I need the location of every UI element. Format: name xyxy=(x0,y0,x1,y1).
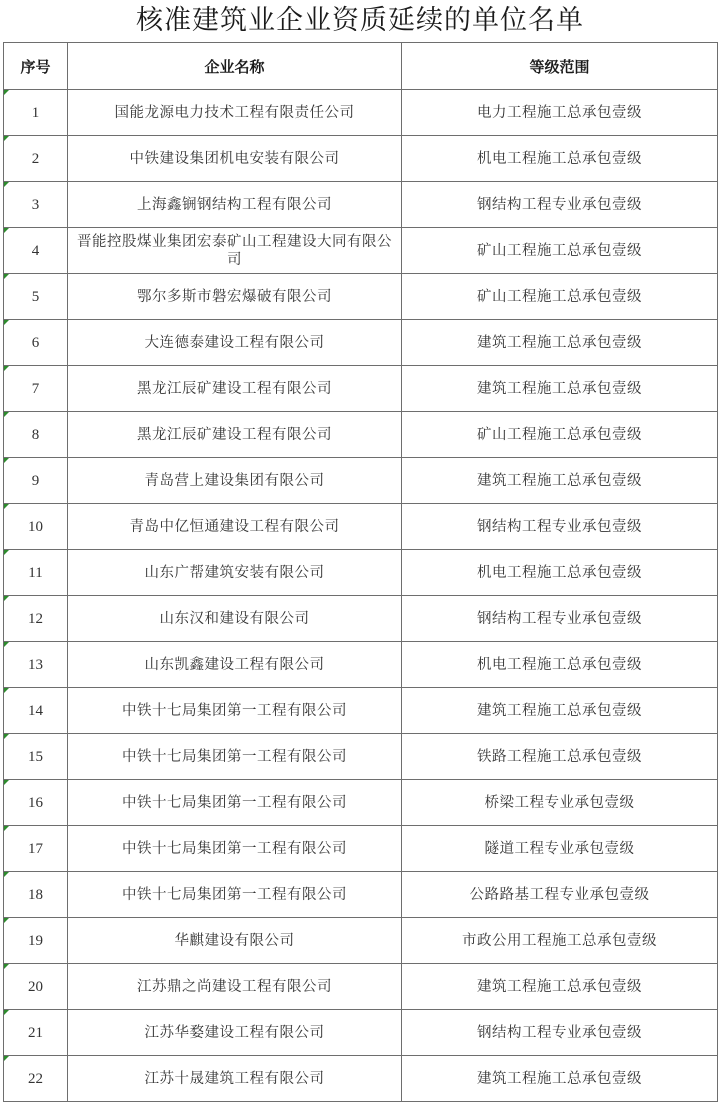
cell-serial-number: 12 xyxy=(4,596,68,642)
cell-serial-number: 15 xyxy=(4,734,68,780)
table-row xyxy=(4,412,718,458)
cell-company-name: 山东广帮建筑安装有限公司 xyxy=(68,550,402,596)
header-grade-scope: 等级范围 xyxy=(402,43,718,90)
table-row xyxy=(4,734,718,780)
cell-serial-number: 6 xyxy=(4,320,68,366)
cell-company-name: 江苏华婺建设工程有限公司 xyxy=(68,1010,402,1056)
cell-company-name: 国能龙源电力技术工程有限责任公司 xyxy=(68,90,402,136)
cell-company-name: 鄂尔多斯市磐宏爆破有限公司 xyxy=(68,274,402,320)
table-row xyxy=(4,596,718,642)
cell-company-name: 黑龙江辰矿建设工程有限公司 xyxy=(68,366,402,412)
cell-company-name: 大连德泰建设工程有限公司 xyxy=(68,320,402,366)
cell-grade-scope: 机电工程施工总承包壹级 xyxy=(402,550,718,596)
cell-company-name: 江苏鼎之尚建设工程有限公司 xyxy=(68,964,402,1010)
cell-grade-scope: 建筑工程施工总承包壹级 xyxy=(402,458,718,504)
cell-serial-number: 18 xyxy=(4,872,68,918)
cell-serial-number: 19 xyxy=(4,918,68,964)
cell-grade-scope: 钢结构工程专业承包壹级 xyxy=(402,504,718,550)
cell-grade-scope: 铁路工程施工总承包壹级 xyxy=(402,734,718,780)
table-row xyxy=(4,872,718,918)
table-row xyxy=(4,458,718,504)
cell-grade-scope: 电力工程施工总承包壹级 xyxy=(402,90,718,136)
cell-grade-scope: 钢结构工程专业承包壹级 xyxy=(402,596,718,642)
cell-company-name: 青岛营上建设集团有限公司 xyxy=(68,458,402,504)
cell-company-name: 江苏十晟建筑工程有限公司 xyxy=(68,1056,402,1102)
table-body xyxy=(4,90,718,1102)
cell-grade-scope: 建筑工程施工总承包壹级 xyxy=(402,366,718,412)
cell-company-name: 中铁建设集团机电安装有限公司 xyxy=(68,136,402,182)
cell-company-name: 中铁十七局集团第一工程有限公司 xyxy=(68,780,402,826)
cell-grade-scope: 矿山工程施工总承包壹级 xyxy=(402,412,718,458)
cell-grade-scope: 矿山工程施工总承包壹级 xyxy=(402,228,718,274)
cell-company-name: 中铁十七局集团第一工程有限公司 xyxy=(68,734,402,780)
cell-serial-number: 22 xyxy=(4,1056,68,1102)
cell-grade-scope: 桥梁工程专业承包壹级 xyxy=(402,780,718,826)
cell-serial-number: 16 xyxy=(4,780,68,826)
cell-company-name: 中铁十七局集团第一工程有限公司 xyxy=(68,826,402,872)
cell-grade-scope: 矿山工程施工总承包壹级 xyxy=(402,274,718,320)
page-title: 核准建筑业企业资质延续的单位名单 xyxy=(136,5,584,36)
header-serial-number: 序号 xyxy=(4,43,68,90)
table-row xyxy=(4,550,718,596)
cell-grade-scope: 建筑工程施工总承包壹级 xyxy=(402,964,718,1010)
cell-serial-number: 13 xyxy=(4,642,68,688)
table-row xyxy=(4,228,718,274)
company-list-table xyxy=(3,42,718,1102)
cell-serial-number: 14 xyxy=(4,688,68,734)
table-row xyxy=(4,274,718,320)
cell-grade-scope: 钢结构工程专业承包壹级 xyxy=(402,1010,718,1056)
table-row xyxy=(4,918,718,964)
cell-grade-scope: 市政公用工程施工总承包壹级 xyxy=(402,918,718,964)
cell-serial-number: 10 xyxy=(4,504,68,550)
table-row xyxy=(4,688,718,734)
cell-company-name: 上海鑫锎钢结构工程有限公司 xyxy=(68,182,402,228)
cell-company-name: 中铁十七局集团第一工程有限公司 xyxy=(68,872,402,918)
cell-company-name: 黑龙江辰矿建设工程有限公司 xyxy=(68,412,402,458)
cell-serial-number: 2 xyxy=(4,136,68,182)
table-row xyxy=(4,780,718,826)
cell-company-name: 山东凯鑫建设工程有限公司 xyxy=(68,642,402,688)
table-row xyxy=(4,182,718,228)
table-row xyxy=(4,1010,718,1056)
cell-serial-number: 5 xyxy=(4,274,68,320)
cell-grade-scope: 建筑工程施工总承包壹级 xyxy=(402,320,718,366)
table-row xyxy=(4,320,718,366)
cell-serial-number: 4 xyxy=(4,228,68,274)
cell-serial-number: 8 xyxy=(4,412,68,458)
table-row xyxy=(4,504,718,550)
cell-serial-number: 1 xyxy=(4,90,68,136)
cell-company-name: 青岛中亿恒通建设工程有限公司 xyxy=(68,504,402,550)
cell-company-name: 中铁十七局集团第一工程有限公司 xyxy=(68,688,402,734)
table-row xyxy=(4,1056,718,1102)
table-row xyxy=(4,826,718,872)
table-row xyxy=(4,136,718,182)
cell-company-name: 山东汉和建设有限公司 xyxy=(68,596,402,642)
table-row xyxy=(4,366,718,412)
cell-serial-number: 9 xyxy=(4,458,68,504)
cell-serial-number: 20 xyxy=(4,964,68,1010)
table-header-row xyxy=(4,43,718,90)
cell-serial-number: 21 xyxy=(4,1010,68,1056)
cell-grade-scope: 机电工程施工总承包壹级 xyxy=(402,136,718,182)
cell-company-name: 晋能控股煤业集团宏泰矿山工程建设大同有限公司 xyxy=(68,228,402,274)
cell-grade-scope: 建筑工程施工总承包壹级 xyxy=(402,688,718,734)
cell-company-name: 华麒建设有限公司 xyxy=(68,918,402,964)
cell-grade-scope: 隧道工程专业承包壹级 xyxy=(402,826,718,872)
table-row xyxy=(4,964,718,1010)
cell-grade-scope: 建筑工程施工总承包壹级 xyxy=(402,1056,718,1102)
cell-serial-number: 11 xyxy=(4,550,68,596)
cell-grade-scope: 钢结构工程专业承包壹级 xyxy=(402,182,718,228)
cell-serial-number: 7 xyxy=(4,366,68,412)
cell-grade-scope: 机电工程施工总承包壹级 xyxy=(402,642,718,688)
cell-serial-number: 3 xyxy=(4,182,68,228)
header-company-name: 企业名称 xyxy=(68,43,402,90)
cell-serial-number: 17 xyxy=(4,826,68,872)
table-row xyxy=(4,90,718,136)
cell-grade-scope: 公路路基工程专业承包壹级 xyxy=(402,872,718,918)
table-row xyxy=(4,642,718,688)
